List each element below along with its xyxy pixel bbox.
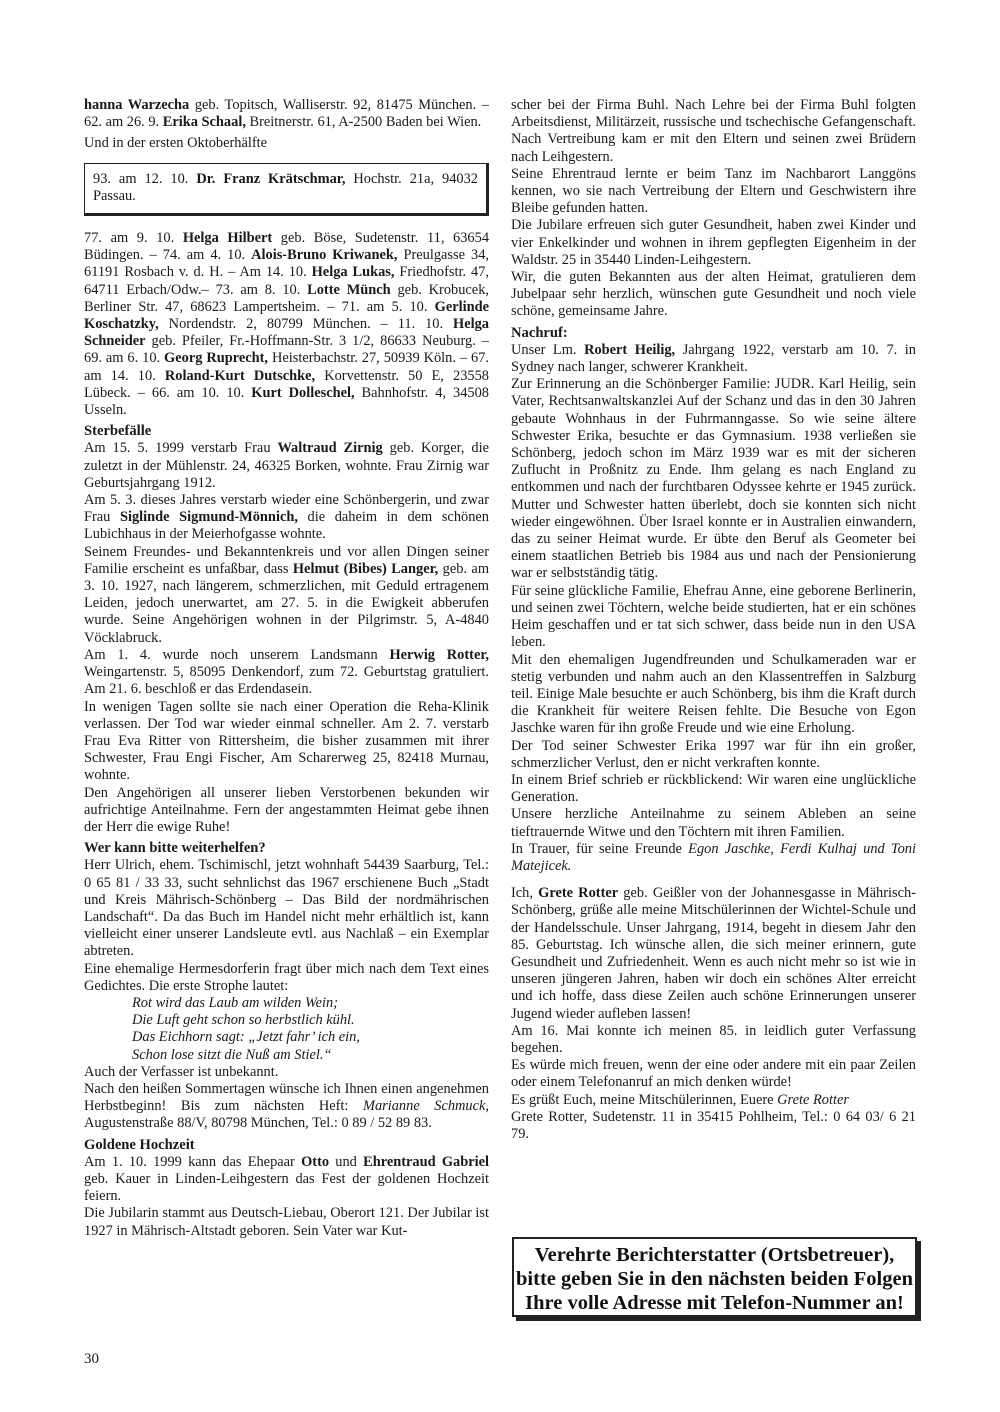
text: Weingartenstr. 5, 85095 Denkendorf, zum 72. Geburtstag gratuliert. Am 21. 6. beschloß er das Erdendasein. bbox=[84, 664, 489, 698]
heilig-condolence: Unsere herzliche Anteilnahme zu seinem Ableben an seine tieftrauernde Witwe und den Töchtern mit ihren Familien. bbox=[511, 806, 916, 840]
heading-nachruf: Nachruf: bbox=[511, 324, 568, 341]
name-bold: Siglinde Sigmund-Mönnich, bbox=[119, 509, 298, 526]
name-bold: Erika Schaal, bbox=[162, 114, 246, 131]
poem-line: Schon lose sitzt die Nuß am Stiel.“ bbox=[132, 1046, 332, 1063]
text: Heisterbachstr. 27, 50939 Köln. – 67. am 14. 10. bbox=[84, 350, 490, 384]
jubilar-career: scher bei der Firma Buhl. Nach Lehre bei der Firma Buhl folgten Arbeitsdienst, Militärzeit, russische und tschechische Gefangenschaft. Nach Vertreibung kam er mit den Eltern und seinen zwei Brüdern nach Leihgestern. bbox=[511, 97, 916, 165]
name-bold: Georg Ruprecht, bbox=[164, 350, 269, 367]
golden-wedding-announcement bbox=[84, 1154, 489, 1206]
right-column bbox=[511, 97, 916, 1143]
signature-italic: Grete Rotter bbox=[777, 1091, 849, 1108]
obituary-langer bbox=[84, 544, 489, 647]
obituary-sigmund bbox=[84, 492, 489, 544]
poem-line: Rot wird das Laub am wilden Wein; bbox=[132, 994, 339, 1011]
text: Augustenstraße 88/V, 80798 München, Tel.: 0 89 / 52 89 83. bbox=[84, 1115, 432, 1132]
rotter-greeting bbox=[511, 885, 916, 1023]
jubilar-origin: Die Jubilarin stammt aus Deutsch-Liebau, Oberort 121. Der Jubilar ist 1927 in Mährisch-Altstadt geboren. Sein Vater war Kut- bbox=[84, 1205, 489, 1239]
friends-names-italic: Egon Jaschke, Ferdi Kulhaj und Toni Matejicek. bbox=[511, 840, 916, 874]
heilig-signature bbox=[511, 841, 916, 875]
notice-line: bitte geben Sie in den nächsten beiden Folgen bbox=[516, 1268, 913, 1290]
obituary-heilig bbox=[511, 342, 916, 376]
notice-line: Verehrte Berichterstatter (Ortsbetreuer), bbox=[534, 1244, 895, 1266]
heilig-biography: Zur Erinnerung an die Schönberger Familie: JUDR. Karl Heilig, sein Vater, Rechtsanwaltskanzlei Auf der Schanz und das in den 30 Jahren gebaute Wohnhaus in der Fuhrmanngasse. So wie seine ältere Schwester Erika, besuchte er das Gymnasium. 1938 verließen sie Schönberg, jedoch schon im März 1939 war es mit der sicheren Zuflucht in Proßnitz zu Ende. Ihm gelang es nach England zu entkommen und nach der furchtbaren Odyssee kehrte er 1945 zurück. Mutter und Schwester hatten überlebt, doch sie konnten sich nicht wieder eingewöhnen. Über Israel konnte er in Australien einwandern, das zu seiner Heimat wurde. Er übte den Beruf als Geometer bei einem staatlichen Betrieb bis 1984 aus und nach der Pensionierung war er selbstständig tätig. bbox=[511, 376, 916, 582]
book-request: Herr Ulrich, ehem. Tschimischl, jetzt wohnhaft 54439 Saarburg, Tel.: 0 65 81 / 33 33, sucht sehnlichst das 1967 erschienene Buch „Stadt und Kreis Mährisch-Schönberg – Das Bild der nordmährischen Landschaft“. Da das Buch im Handel nicht mehr erhältlich ist, kann vielleicht einer unserer Landsleute evtl. aus Nachlaß – ein Exemplar abtreten. bbox=[84, 857, 489, 960]
text: geb. Krobucek, Berliner Str. 47, 68623 Lampertsheim. – 71. am 5. 10. bbox=[84, 281, 489, 315]
text: geb. am 3. 10. 1927, nach längerem, schmerzlichen, mit Geduld ertragenem Leiden, jedoch unerwartet, am 27. 5. in die Ewigkeit abberufen wurde. Seine Angehörigen wohnen in der Pilgrimstr. 5, A-4840 Vöcklabruck. bbox=[84, 560, 490, 646]
text: und bbox=[329, 1153, 364, 1170]
author-name-italic: Marianne Schmuck, bbox=[362, 1098, 489, 1115]
text: Am 5. 3. dieses Jahres verstarb wieder eine Schönbergerin, und zwar Frau bbox=[84, 492, 489, 526]
poem-request: Eine ehemalige Hermesdorferin fragt über mich nach dem Text eines Gedichtes. Die erste Strophe lautet: bbox=[84, 960, 489, 994]
obituary-rotter bbox=[84, 647, 489, 699]
heilig-sister: Der Tod seiner Schwester Erika 1997 war für ihn ein großer, schmerzlicher Verlust, den er nicht verkraften konnte. bbox=[511, 737, 916, 771]
name-bold: Alois-Bruno Kriwanek, bbox=[251, 247, 398, 264]
name-bold: Helga Hilbert bbox=[182, 230, 273, 247]
heading-sterbefaelle: Sterbefälle bbox=[84, 423, 152, 440]
name-bold: Lotte Münch bbox=[307, 281, 391, 298]
text: Seinem Freundes- und Bekanntenkreis und vor allen Dingen seiner Familie erscheint es unfaßbar, dass bbox=[84, 543, 489, 577]
poem-line: Das Eichhorn sagt: „Jetzt fahr’ ich ein, bbox=[132, 1029, 360, 1046]
name-bold: Helga Schneider bbox=[84, 316, 489, 350]
notice-box bbox=[512, 1237, 917, 1317]
text: Es grüßt Euch, meine Mitschülerinnen, Euere bbox=[511, 1091, 778, 1108]
autumn-greeting bbox=[84, 1081, 489, 1133]
text: die daheim in dem schönen Lubichhaus in der Meierhofgasse wohnte. bbox=[84, 509, 489, 543]
heilig-letter: In einem Brief schrieb er rückblickend: Wir waren eine unglückliche Generation. bbox=[511, 771, 916, 806]
text: geb. Böse, Sudetenstr. 11, 63654 Büdingen. – 74. am 4. 10. bbox=[84, 230, 490, 264]
text: Jahrgang 1922, verstarb am 10. 7. in Sydney nach langer, schwerer Krankheit. bbox=[511, 341, 917, 376]
text: Unser Lm. bbox=[511, 341, 585, 358]
name-bold: Helmut (Bibes) Langer, bbox=[292, 560, 439, 577]
left-column bbox=[84, 97, 489, 1240]
text: Preulgasse 34, 61191 Rosbach v. d. H. – Am 14. 10. bbox=[84, 247, 489, 281]
jubilar-meeting: Seine Ehrentraud lernte er beim Tanz im Nachbarort Langgöns kennen, wo sie nach Vertreibung der Eltern und Geschwistern ihre Bleibe gefunden hatten. bbox=[511, 165, 916, 217]
text: Nordendstr. 2, 80799 München. – 11. 10. bbox=[158, 316, 454, 333]
birthday-list-continued bbox=[84, 97, 489, 131]
text: Friedhofstr. 47, 64711 Erbach/Odw.– 73. am 8. 10. bbox=[84, 264, 489, 298]
october-intro: Und in der ersten Oktoberhälfte bbox=[84, 135, 268, 152]
text: Am 1. 10. 1999 kann das Ehepaar bbox=[84, 1153, 302, 1170]
text: Hochstr. 21a, 94032 Passau. bbox=[93, 170, 479, 204]
text: Bahnhofstr. 4, 34508 Usseln. bbox=[84, 384, 489, 419]
rotter-birthday: Am 16. Mai konnte ich meinen 85. in leidlich guter Verfassung begehen. bbox=[511, 1022, 916, 1056]
rotter-request: Es würde mich freuen, wenn der eine oder andere mit ein paar Zeilen oder einem Telefonanruf an mich denken würde! bbox=[511, 1057, 916, 1091]
name-bold: Waltraud Zirnig bbox=[277, 440, 383, 457]
text: geb. Kauer in Linden-Leihgestern das Fest der goldenen Hochzeit feiern. bbox=[84, 1170, 489, 1205]
condolence-paragraph: Den Angehörigen all unserer lieben Verstorbenen bekunden wir aufrichtige Anteilnahme. Fern der angestammten Heimat gebe ihnen der Herr die ewige Ruhe! bbox=[84, 784, 489, 835]
text: 93. am 12. 10. bbox=[93, 170, 197, 187]
text: Breitnerstr. 61, A-2500 Baden bei Wien. bbox=[245, 114, 482, 131]
obituary-zirnig bbox=[84, 440, 489, 492]
page-number: 30 bbox=[84, 1351, 99, 1367]
text: geb. Topitsch, Walliserstr. 92, 81475 München. – 62. am 26. 9. bbox=[84, 97, 490, 131]
rotter-signoff bbox=[511, 1092, 916, 1109]
name-bold: Kurt Dolleschel, bbox=[251, 384, 355, 401]
poem-line: Die Luft geht schon so herbstlich kühl. bbox=[132, 1012, 355, 1029]
name-bold: Roland-Kurt Dutschke, bbox=[164, 367, 316, 384]
text: geb. Korger, die zuletzt in der Mühlenstr. 24, 46325 Borken, wohnte. Frau Zirnig war Geburtsjahrgang 1912. bbox=[84, 440, 489, 491]
name-bold: Robert Heilig, bbox=[584, 341, 676, 358]
heading-goldene-hochzeit: Goldene Hochzeit bbox=[84, 1136, 195, 1153]
highlight-box bbox=[84, 163, 489, 216]
text: 77. am 9. 10. bbox=[84, 230, 183, 247]
obituary-ritter: In wenigen Tagen sollte sie nach einer Operation die Reha-Klinik verlassen. Der Tod war wieder einmal schneller. Am 2. 7. verstarb Frau Eva Ritter von Rittersheim, die bisher zusammen mit ihrer Schwester, Frau Engi Fischer, Am Scharerweg 25, 82418 Murnau, wohnte. bbox=[84, 698, 489, 784]
text: Ich, bbox=[511, 885, 539, 902]
heading-wer-kann-helfen: Wer kann bitte weiterhelfen? bbox=[84, 840, 266, 857]
rotter-address: Grete Rotter, Sudetenstr. 11 in 35415 Pohlheim, Tel.: 0 64 03/ 6 21 79. bbox=[511, 1108, 916, 1142]
name-bold: Helga Lukas, bbox=[311, 264, 395, 281]
text: Nach den heißen Sommertagen wünsche ich Ihnen einen angenehmen Herbstbeginn! Bis zum nächsten Heft: bbox=[84, 1080, 489, 1115]
jubilar-family: Die Jubilare erfreuen sich guter Gesundheit, haben zwei Kinder und vier Enkelkinder und wohnen in ihrem gepflegten Eigenheim in der Waldstr. 25 in 35440 Linden-Leihgestern. bbox=[511, 217, 916, 268]
name-bold: Gerlinde Koschatzky, bbox=[84, 298, 489, 333]
name-bold: Dr. Franz Krätschmar, bbox=[196, 170, 346, 187]
name-bold: Herwig Rotter, bbox=[389, 646, 490, 663]
name-bold: Ehrentraud Gabriel bbox=[363, 1153, 490, 1170]
text: geb. Pfeiler, Fr.-Hoffmann-Str. 3 1/2, 86633 Neuburg. – 69. am 6. 10. bbox=[84, 333, 489, 367]
text: geb. Geißler von der Johannesgasse in Mährisch-Schönberg, grüße alle meine Mitschülerinnen der Wichtel-Schule und der Handelsschule. Unser Jahrgang, 1914, begeht in diesem Jahr den 85. Geburtstag. Ich wünsche allen, die sich meiner erinnern, gute Gesundheit und Zufriedenheit. Wenn es auch nicht mehr so ist wie in unseren jüngeren Jahren, haben wir doch ein schönes Alter erreicht und ich hoffe, dass diese Zeilen auch schöne Erinnerungen unserer Jugend wieder aufleben lassen! bbox=[511, 885, 917, 1022]
author-unknown: Auch der Verfasser ist unbekannt. bbox=[84, 1063, 279, 1080]
text: Am 1. 4. wurde noch unserem Landsmann bbox=[84, 646, 390, 663]
heilig-friends: Mit den ehemaligen Jugendfreunden und Schulkameraden war er stetig verbunden und nahm auch an den Klassentreffen in Salzburg teil. Einige Male besuchte er auch Schönberg, bis ihm die Kraft durch die Krankheit für weitere Reisen fehlte. Die Besuche von Egon Jaschke waren für ihn große Freude und wie eine Erholung. bbox=[511, 651, 916, 737]
text: Korvettenstr. 50 E, 23558 Lübeck. – 66. am 10. 10. bbox=[84, 367, 489, 401]
name-bold: hanna Warzecha bbox=[84, 97, 190, 113]
notice-line: Ihre volle Adresse mit Telefon-Nummer an! bbox=[525, 1292, 904, 1314]
jubilar-congratulations: Wir, die guten Bekannten aus der alten Heimat, gratulieren dem Jubelpaar sehr herzlich, wünschen gute Gesundheit und noch viele schöne, gemeinsame Jahre. bbox=[511, 269, 916, 320]
name-bold: Grete Rotter bbox=[538, 885, 619, 902]
name-bold: Otto bbox=[301, 1153, 330, 1170]
text: In Trauer, für seine Freunde bbox=[511, 840, 689, 857]
october-birthdays bbox=[84, 230, 489, 419]
poem-stanza bbox=[132, 995, 489, 1064]
heilig-family: Für seine glückliche Familie, Ehefrau Anne, eine geborene Berlinerin, und seinen zwei Töchtern, welche beide studierten, hat er ein schönes Heim geschaffen und er tat sich schwer, dass beide nun in den USA leben. bbox=[511, 582, 916, 651]
text: Am 15. 5. 1999 verstarb Frau bbox=[84, 440, 278, 457]
